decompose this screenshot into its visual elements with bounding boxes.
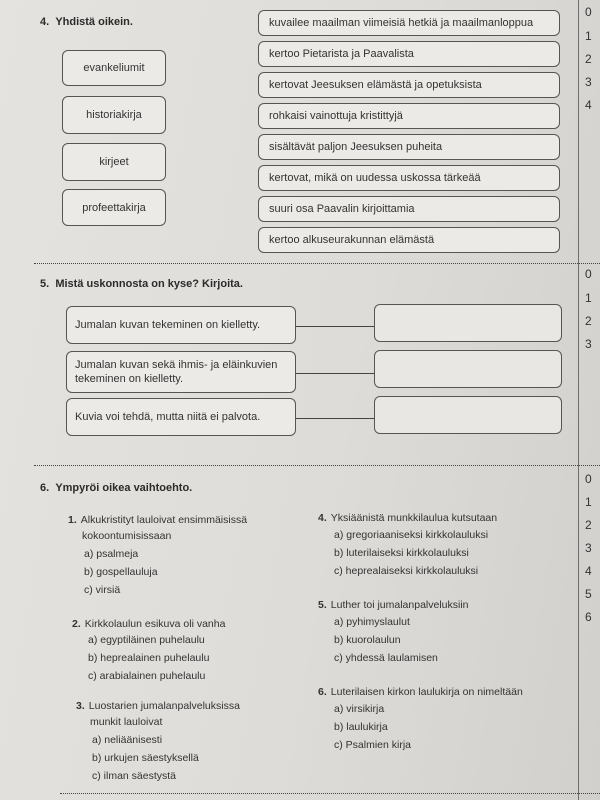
section-divider-3 [60,793,600,794]
ex4-right-label-6: kertovat, mikä on uudessa uskossa tärkeää [269,172,481,184]
ex6-question-3 [76,698,240,730]
ex6-q6-option-b[interactable]: b) laulukirja [334,721,388,733]
ex6-q2-option-c[interactable]: c) arabialainen puhelaulu [88,670,206,682]
ex6-q1-option-b[interactable]: b) gospellauluja [84,566,158,578]
ex4-right-label-2: kertoo Pietarista ja Paavalista [269,48,414,60]
ex6-q2-option-a[interactable]: a) egyptiläinen puhelaulu [88,634,205,646]
ex6-score-3[interactable]: 3 [585,541,592,555]
ex4-right-label-5: sisältävät paljon Jeesuksen puheita [269,141,443,153]
ex4-left-label-1: evankeliumit [83,62,145,74]
ex6-score-6[interactable]: 6 [585,610,592,624]
ex6-q3-option-c[interactable]: c) ilman säestystä [92,770,177,782]
ex4-right-label-1: kuvailee maailman viimeisiä hetkiä ja maailmanloppua [269,17,534,29]
ex5-title-text: Mistä uskonnosta on kyse? Kirjoita. [55,278,243,290]
ex6-question-4 [318,510,497,526]
ex6-q6-line1: Luterilaisen kirkon laulukirja on nimeltään [330,686,523,698]
ex6-score-4[interactable]: 4 [585,564,592,578]
ex4-score-0[interactable]: 0 [585,5,592,19]
ex5-score-2[interactable]: 2 [585,314,592,328]
ex4-title [40,16,133,28]
ex6-q1-option-a[interactable]: a) psalmeja [84,548,139,560]
ex4-right-label-3: kertovat Jeesuksen elämästä ja opetuksista [269,79,482,91]
ex6-q4-option-c[interactable]: c) heprealaiseksi kirkkolauluksi [334,565,479,577]
ex4-left-box-3[interactable] [62,143,166,181]
ex4-left-label-4: profeettakirja [82,201,146,214]
ex5-clue-box-2 [66,351,296,393]
ex6-score-1[interactable]: 1 [585,495,592,509]
ex6-q1-line2: kokoontumisissaan [82,530,172,542]
ex6-score-5[interactable]: 5 [585,587,592,601]
ex5-number: 5. [40,278,50,290]
ex5-answer-box-3[interactable] [374,396,562,434]
ex5-clue-box-3 [66,398,296,436]
ex6-q3-option-b[interactable]: b) urkujen säestyksellä [92,752,199,764]
ex6-q3-line1: Luostarien jumalanpalveluksissa [88,700,240,712]
ex6-q1-line1: Alkukristityt lauloivat ensimmäisissä [80,514,248,526]
ex5-connector-2 [296,373,374,374]
section-divider-2 [34,465,600,466]
ex6-q4-line1: Yksiäänistä munkkilaulua kutsutaan [330,512,498,524]
score-column-divider [578,0,579,800]
ex5-connector-3 [296,418,374,419]
ex5-answer-box-1[interactable] [374,304,562,342]
ex6-q5-option-b[interactable]: b) kuorolaulun [334,634,401,646]
ex6-q1-option-c[interactable]: c) virsiä [84,584,121,596]
ex6-q5-option-c[interactable]: c) yhdessä laulamisen [334,652,438,664]
ex5-score-3[interactable]: 3 [585,337,592,351]
ex4-title-text: Yhdistä oikein. [55,16,133,28]
ex4-right-box-6[interactable] [258,165,560,191]
ex6-title [40,482,192,494]
ex5-clue-box-1 [66,306,296,344]
ex6-q3-number: 3. [76,700,85,712]
ex4-right-box-1[interactable] [258,10,560,36]
ex6-q2-option-b[interactable]: b) heprealainen puhelaulu [88,652,210,664]
ex6-q5-line1: Luther toi jumalanpalveluksiin [330,599,469,611]
ex4-left-label-3: kirjeet [99,156,129,168]
ex5-score-0[interactable]: 0 [585,267,592,281]
ex5-connector-1 [296,326,374,327]
ex5-clue-1-line1: Jumalan kuvan tekeminen on kielletty. [75,319,261,331]
ex6-q4-option-a[interactable]: a) gregoriaaniseksi kirkkolauluksi [334,529,489,541]
ex4-right-label-7: suuri osa Paavalin kirjoittamia [269,203,415,215]
ex6-q5-number: 5. [318,599,327,611]
ex4-right-box-5[interactable] [258,134,560,160]
ex4-right-box-7[interactable] [258,196,560,222]
ex6-question-5 [318,597,469,613]
ex6-q4-option-b[interactable]: b) luterilaiseksi kirkkolauluksi [334,547,469,559]
ex6-score-2[interactable]: 2 [585,518,592,532]
ex6-q6-option-c[interactable]: c) Psalmien kirja [334,739,412,751]
ex6-q4-number: 4. [318,512,327,524]
section-divider-1 [34,263,600,264]
ex6-question-1 [68,512,247,544]
ex6-q3-option-a[interactable]: a) neliäänisesti [92,734,163,746]
ex4-left-box-1[interactable] [62,50,166,86]
ex4-right-box-2[interactable] [258,41,560,67]
ex4-score-1[interactable]: 1 [585,29,592,43]
ex4-left-label-2: historiakirja [86,109,142,121]
ex4-left-box-4[interactable] [62,189,166,226]
ex6-q6-option-a[interactable]: a) virsikirja [334,703,385,715]
ex5-title [40,278,243,290]
ex6-score-0[interactable]: 0 [585,472,592,486]
ex4-score-2[interactable]: 2 [585,52,592,66]
ex6-q3-line2: munkit lauloivat [90,716,163,728]
ex6-q6-number: 6. [318,686,327,698]
ex4-left-box-2[interactable] [62,96,166,134]
ex6-q2-number: 2. [72,618,81,630]
ex6-q2-line1: Kirkkolaulun esikuva oli vanha [84,618,226,630]
ex4-right-box-4[interactable] [258,103,560,129]
ex4-right-box-3[interactable] [258,72,560,98]
ex6-q1-number: 1. [68,514,77,526]
ex4-right-box-8[interactable] [258,227,560,253]
ex6-q5-option-a[interactable]: a) pyhimyslaulut [334,616,410,628]
ex4-right-label-4: rohkaisi vainottuja kristittyjä [269,110,403,122]
ex5-clue-3-line1: Kuvia voi tehdä, mutta niitä ei palvota. [75,411,261,423]
ex6-number: 6. [40,482,50,494]
ex5-clue-2-line1: Jumalan kuvan sekä ihmis- ja eläinkuvien [75,359,278,371]
ex4-score-4[interactable]: 4 [585,98,592,112]
ex5-answer-box-2[interactable] [374,350,562,388]
ex6-question-2 [72,616,225,632]
ex5-score-1[interactable]: 1 [585,291,592,305]
ex6-title-text: Ympyröi oikea vaihtoehto. [55,482,193,494]
ex6-question-6 [318,684,523,700]
ex4-right-label-8: kertoo alkuseurakunnan elämästä [269,234,435,246]
ex5-clue-2-line2: tekeminen on kielletty. [75,373,184,385]
ex4-number: 4. [40,16,50,28]
ex4-score-3[interactable]: 3 [585,75,592,89]
